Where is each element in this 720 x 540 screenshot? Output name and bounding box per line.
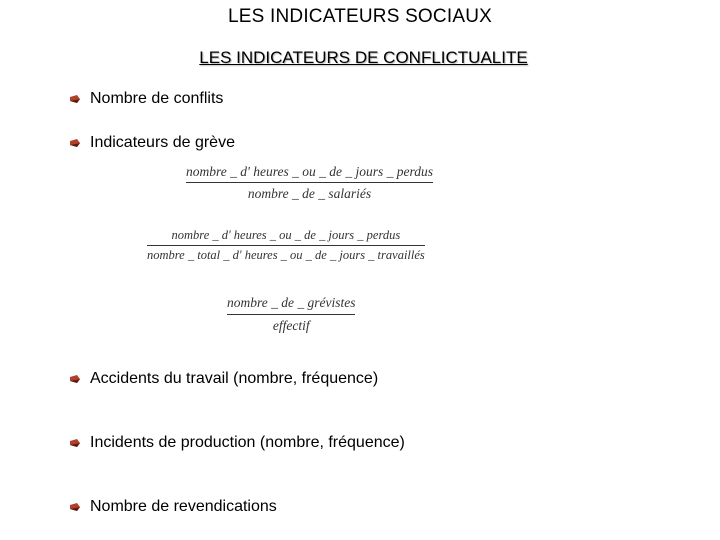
formula-numerator: nombre _ de _ grévistes (227, 295, 356, 310)
formula-taux-grevistes (227, 296, 355, 332)
bullet-label: Accidents du travail (nombre, fréquence) (90, 370, 379, 387)
bullet-icon (70, 438, 80, 448)
bullet-label: Indicateurs de grève (90, 134, 235, 151)
formula-numerator: nombre _ d' heures _ ou _ de _ jours _ perdus (186, 164, 433, 179)
bullet-icon (70, 374, 80, 384)
bullet-item-revendications (70, 496, 277, 518)
bullet-item-greve (70, 132, 235, 154)
section-subtitle: LES INDICATEURS DE CONFLICTUALITE (199, 48, 528, 67)
bullet-icon (70, 94, 80, 104)
formula-numerator: nombre _ d' heures _ ou _ de _ jours _ perdus (171, 228, 401, 242)
bullet-icon (70, 138, 80, 148)
bullet-label: Incidents de production (nombre, fréquence) (90, 434, 405, 451)
formula-denominator: nombre _ total _ d' heures _ ou _ de _ jours _ travaillés (147, 247, 425, 262)
page-title: LES INDICATEURS SOCIAUX (228, 6, 492, 27)
bullet-item-conflits (70, 88, 223, 110)
formula-denominator: effectif (272, 317, 310, 333)
bullet-item-accidents (70, 368, 378, 390)
formula-denominator: nombre _ de _ salariés (247, 185, 372, 201)
formula-taux-heures-perdues (147, 229, 425, 261)
bullet-label: Nombre de conflits (90, 90, 224, 107)
formula-heures-perdues-par-salarie (186, 165, 433, 200)
bullet-label: Nombre de revendications (90, 498, 277, 515)
fraction-bar (227, 314, 355, 315)
bullet-item-incidents (70, 432, 405, 454)
fraction-bar (147, 245, 425, 246)
bullet-icon (70, 502, 80, 512)
fraction-bar (186, 182, 433, 183)
